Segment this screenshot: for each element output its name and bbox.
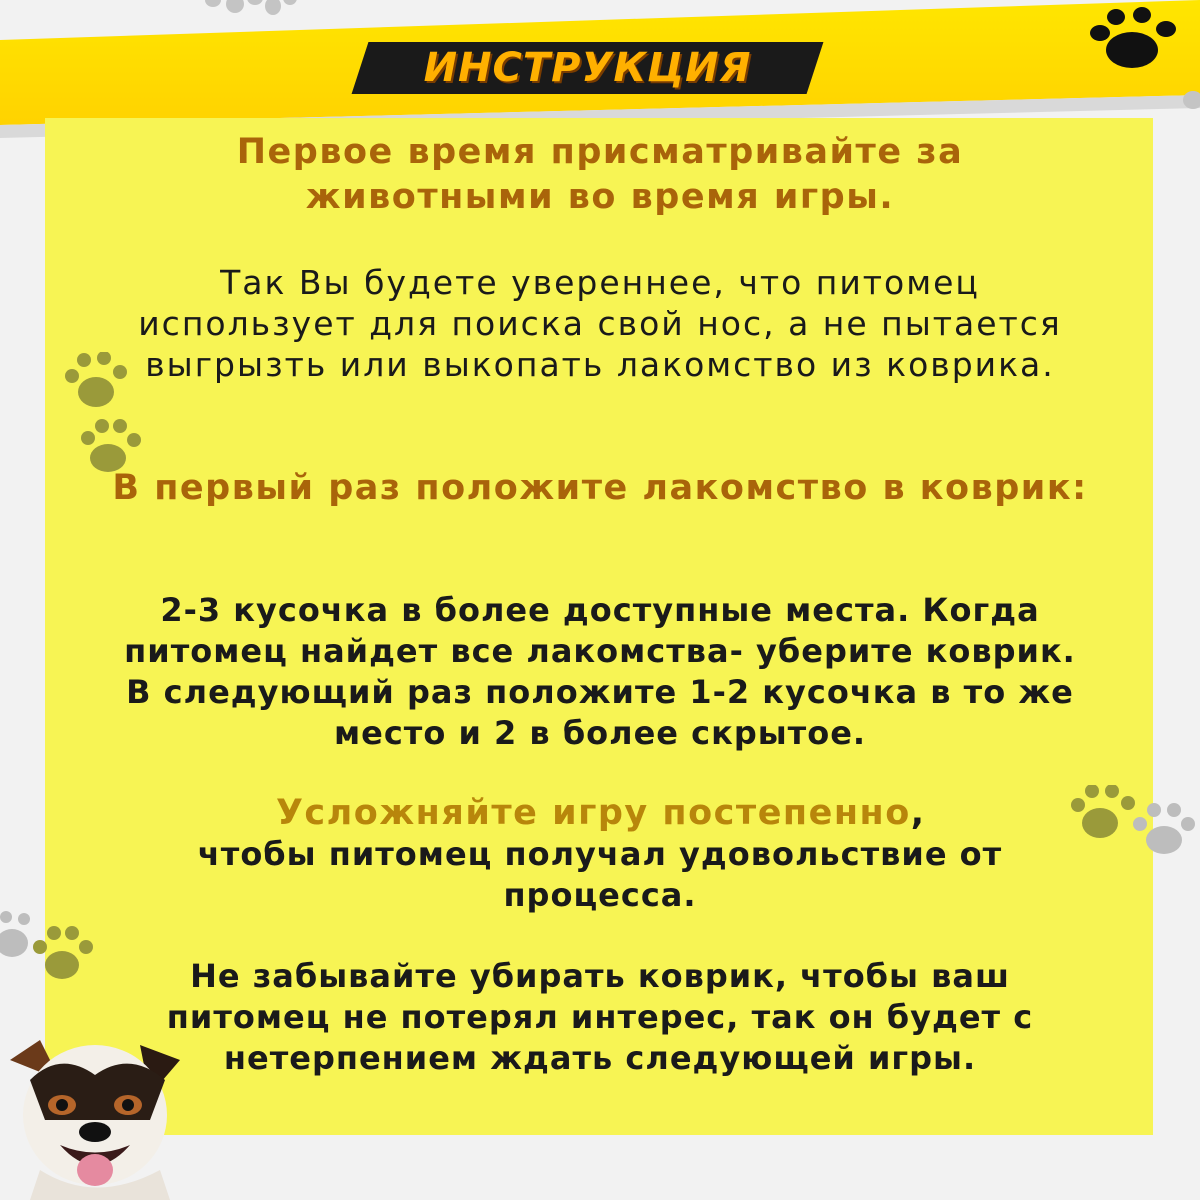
- page-title: ИНСТРУКЦИЯ: [423, 45, 752, 91]
- paw-print-icon: [1080, 5, 1190, 75]
- heading-gradual-line: [110, 792, 1090, 834]
- paw-print-icon: [1128, 800, 1198, 860]
- dog-icon: [0, 1020, 200, 1200]
- heading-first-time: В первый раз положите лакомство в коврик:: [112, 468, 1088, 508]
- heading-gradual: Усложняйте игру постепенно: [275, 793, 911, 833]
- paw-print-icon: [195, 0, 305, 32]
- paragraph-pieces: 2-3 кусочка в более доступные места. Когда питомец найдет все лакомства- уберите коврик. В следующий раз положите 1-2 кусочка в то же место и 2 в более скрытое.: [124, 591, 1076, 752]
- heading-gradual-punct: ,: [910, 793, 925, 833]
- heading-supervise: Первое время присматривайте за животными во время игры.: [236, 132, 964, 217]
- paw-print-icon: [1175, 85, 1200, 115]
- paragraph-enjoy: чтобы питомец получал удовольствие от процесса.: [197, 835, 1003, 914]
- paragraph-remove-mat: Не забывайте убирать коврик, чтобы ваш питомец не потерял интерес, так он будет с нетерпением ждать следующей игры.: [166, 957, 1034, 1077]
- paragraph-reason: Так Вы будете увереннее, что питомец использует для поиска свой нос, а не пытается выгрызть или выкопать лакомство из коврика.: [138, 263, 1062, 384]
- paw-print-icon: [32, 925, 97, 985]
